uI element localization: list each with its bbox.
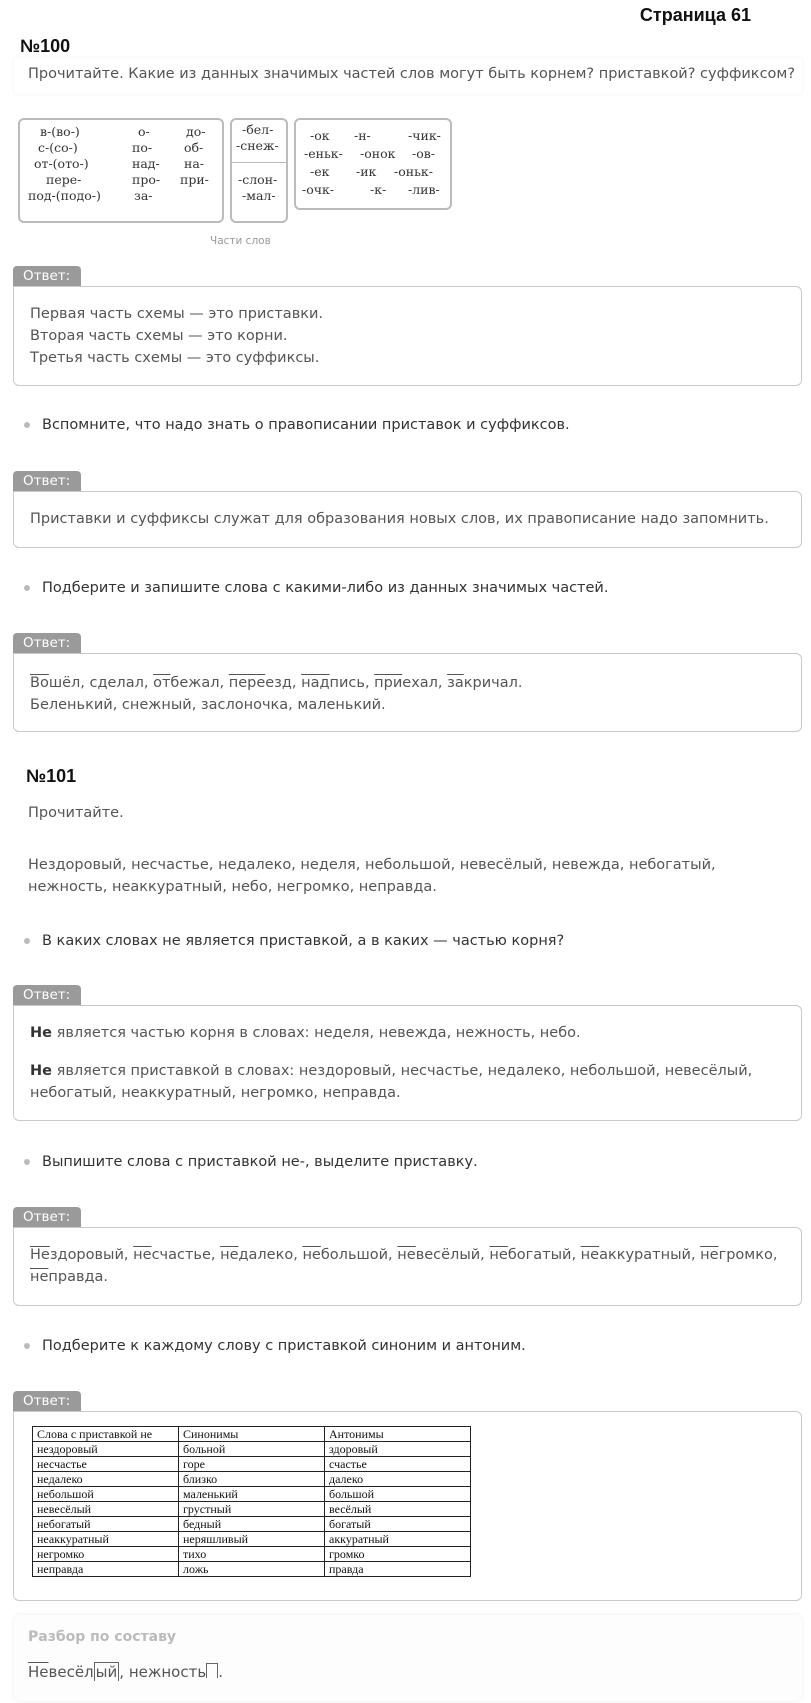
word-rest: громко,	[718, 1247, 778, 1263]
scheme-item: с-(со-)	[38, 140, 78, 155]
task-bullet	[24, 1338, 526, 1354]
word-rest: ехал,	[402, 675, 443, 691]
scheme-item: -лив-	[408, 182, 440, 197]
prefix-mark: над	[301, 675, 330, 691]
answer-line	[30, 1244, 785, 1288]
answer-word	[220, 1247, 298, 1263]
page-number: Страница 61	[639, 5, 751, 25]
bullet-text: Вспомните, что надо знать о правописании приставок и суффиксов.	[42, 417, 570, 433]
table-row	[33, 1517, 471, 1532]
prefix-mark: Не	[30, 1247, 50, 1263]
scheme-item: -мал-	[242, 188, 276, 203]
bullet-text: Подберите и запишите слова с какими-либо из данных значимых частей.	[42, 580, 609, 596]
word-rest: счастье,	[151, 1247, 216, 1263]
punctuation: .	[218, 1663, 223, 1681]
scheme-item: -ик	[356, 164, 377, 179]
table-row	[33, 1487, 471, 1502]
bold-ne: Не	[30, 1025, 52, 1041]
table-row	[33, 1442, 471, 1457]
prefix-mark: не	[302, 1247, 321, 1263]
answer-word	[133, 1247, 215, 1263]
scheme-item: над-	[132, 156, 160, 171]
answer-word	[301, 675, 369, 691]
table-header-row	[33, 1427, 471, 1442]
table-cell: неряшливый	[179, 1532, 325, 1547]
scheme-item: -бел-	[242, 122, 274, 137]
answer-word	[30, 1247, 129, 1263]
task-101-text: Нездоровый, несчастье, недалеко, неделя, небольшой, невесёлый, невежда, небогатый, нежность, неаккуратный, небо, негромко, неправда.	[28, 857, 716, 895]
prefix-mark: не	[133, 1247, 152, 1263]
answer-line: Вторая часть схемы — это корни.	[30, 328, 288, 344]
word-rest: кричал.	[463, 675, 523, 691]
scheme-item: по-	[132, 140, 153, 155]
answer-line	[30, 672, 785, 694]
punctuation: ,	[119, 1663, 125, 1681]
bullet-text: Выпишите слова с приставкой не-, выделите приставку.	[42, 1154, 478, 1170]
task-bullet	[24, 417, 570, 433]
prefix-mark: не	[397, 1247, 416, 1263]
table-cell: бедный	[179, 1517, 325, 1532]
table-cell: невесёлый	[33, 1502, 179, 1517]
prefix-mark: не	[580, 1247, 600, 1263]
word-rest: сделал,	[89, 675, 149, 691]
table-header: Антонимы	[325, 1427, 471, 1442]
table-row	[33, 1547, 471, 1562]
table-header: Синонимы	[179, 1427, 325, 1442]
scheme-item: -н-	[354, 128, 371, 143]
table-row	[33, 1502, 471, 1517]
table-cell: больной	[179, 1442, 325, 1457]
scheme-item: -оньк-	[394, 164, 433, 179]
table-cell: ложь	[179, 1562, 325, 1577]
scheme-item: -чик-	[408, 128, 441, 143]
word-rest: большой,	[320, 1247, 393, 1263]
answer-box	[13, 491, 802, 548]
table-cell: здоровый	[325, 1442, 471, 1457]
word-rest: правда.	[48, 1269, 109, 1285]
table-cell: нездоровый	[33, 1442, 179, 1457]
answer-label: Ответ:	[13, 471, 81, 491]
table-cell: богатый	[325, 1517, 471, 1532]
word-rest: аккуратный,	[599, 1247, 696, 1263]
scheme-item: за-	[134, 188, 153, 203]
table-cell: счастье	[325, 1457, 471, 1472]
scheme-item: -ов-	[412, 146, 436, 161]
scheme-item: пере-	[46, 172, 82, 187]
word-rest: езд,	[265, 675, 297, 691]
bullet-icon	[24, 585, 30, 591]
scheme-item: на-	[184, 156, 205, 171]
answer-text: является частью корня в словах: неделя, невежда, нежность, небо.	[51, 1025, 581, 1041]
table-row	[33, 1457, 471, 1472]
task-bullet	[24, 1154, 478, 1170]
suffix-mark: ость	[171, 1663, 207, 1681]
prefix-mark: Во	[30, 675, 49, 691]
table-cell: аккуратный	[325, 1532, 471, 1547]
morpheme-analysis-box	[14, 1615, 802, 1701]
morpheme-analysis-text	[28, 1663, 223, 1681]
prefix-mark: не	[30, 1269, 49, 1285]
synonym-antonym-table	[32, 1426, 471, 1577]
scheme-item: -ок	[310, 128, 330, 143]
answer-box	[13, 1411, 802, 1601]
task-bullet	[24, 580, 608, 596]
task-100-question: Прочитайте. Какие из данных значимых частей слов могут быть корнем? приставкой? суффиксом?	[28, 66, 796, 82]
scheme-item: -к-	[370, 182, 387, 197]
prefix-mark: не	[489, 1247, 508, 1263]
bullet-icon	[24, 1343, 30, 1349]
table-cell: неаккуратный	[33, 1532, 179, 1547]
scheme-item: про-	[132, 172, 161, 187]
word-rest: пись,	[329, 675, 370, 691]
answer-word	[489, 1247, 576, 1263]
answer-text: является приставкой в словах: нездоровый, несчастье, недалеко, небольшой, невесёлый, небогатый, неаккуратный, негромко, неправда.	[30, 1063, 753, 1101]
prefix-mark: Не	[28, 1663, 49, 1681]
task-101-question: Прочитайте.	[28, 805, 124, 821]
scheme-divider	[232, 162, 286, 163]
answer-line	[30, 1022, 785, 1044]
scheme-roots	[230, 118, 288, 223]
prefix-mark: при	[374, 675, 403, 691]
answer-box	[13, 653, 802, 732]
answer-word	[447, 675, 522, 691]
task-100-title: №100	[20, 36, 71, 56]
word-rest: богатый,	[507, 1247, 577, 1263]
table-cell: правда	[325, 1562, 471, 1577]
table-cell: горе	[179, 1457, 325, 1472]
answer-label: Ответ:	[13, 1391, 81, 1411]
scheme-item: под-(подо-)	[28, 188, 101, 203]
ending-mark	[206, 1663, 218, 1678]
answer-line: Первая часть схемы — это приставки.	[30, 306, 324, 322]
answer-line: Приставки и суффиксы служат для образования новых слов, их правописание надо запомнить.	[30, 511, 769, 527]
prefix-mark: за	[447, 675, 464, 691]
bullet-icon	[24, 938, 30, 944]
table-cell: далеко	[325, 1472, 471, 1487]
answer-word	[302, 1247, 392, 1263]
answer-word	[30, 675, 85, 691]
answer-label: Ответ:	[13, 1207, 81, 1227]
scheme-item: о-	[138, 124, 150, 139]
prefix-mark: пере	[228, 675, 266, 691]
answer-line: Беленький, снежный, заслоночка, маленький.	[30, 697, 386, 713]
bullet-icon	[24, 422, 30, 428]
scheme-item: об-	[184, 140, 204, 155]
answer-word	[397, 1247, 485, 1263]
scheme-item: до-	[186, 124, 206, 139]
root-mark: нежн	[128, 1663, 172, 1681]
answer-word	[30, 1269, 108, 1285]
answer-label: Ответ:	[13, 633, 81, 653]
scheme-prefixes	[18, 118, 224, 223]
word-rest: шёл,	[48, 675, 85, 691]
table-cell: близко	[179, 1472, 325, 1487]
table-cell: тихо	[179, 1547, 325, 1562]
table-row	[33, 1532, 471, 1547]
bullet-text: Подберите к каждому слову с приставкой синоним и антоним.	[42, 1338, 526, 1354]
table-cell: весёлый	[325, 1502, 471, 1517]
table-row	[33, 1562, 471, 1577]
answer-box	[13, 286, 802, 386]
answer-word	[374, 675, 442, 691]
answer-word	[90, 675, 149, 691]
scheme-item: -ек	[310, 164, 330, 179]
answer-box	[13, 1005, 802, 1121]
table-header: Слова с приставкой не	[33, 1427, 179, 1442]
table-cell: маленький	[179, 1487, 325, 1502]
answer-box	[13, 1227, 802, 1306]
scheme-item: -очк-	[302, 182, 335, 197]
bold-ne: Не	[30, 1063, 52, 1079]
bullet-text: В каких словах не является приставкой, а в каких — частью корня?	[42, 933, 565, 949]
answer-word	[229, 675, 297, 691]
table-cell: большой	[325, 1487, 471, 1502]
answer-line: Третья часть схемы — это суффиксы.	[30, 350, 320, 366]
scheme-item: от-(ото-)	[34, 156, 89, 171]
bullet-icon	[24, 1159, 30, 1165]
scheme-item: -снеж-	[236, 138, 279, 153]
scheme-item: в-(во-)	[40, 124, 80, 139]
ending-mark: ый	[95, 1663, 118, 1681]
table-row	[33, 1472, 471, 1487]
table-cell: небольшой	[33, 1487, 179, 1502]
answer-word	[581, 1247, 696, 1263]
word-rest: весёлый,	[415, 1247, 485, 1263]
answer-word	[700, 1247, 777, 1263]
answer-word	[153, 675, 224, 691]
scheme-item: -слон-	[238, 172, 278, 187]
table-cell: грустный	[179, 1502, 325, 1517]
table-cell: неправда	[33, 1562, 179, 1577]
table-cell: недалеко	[33, 1472, 179, 1487]
task-bullet	[24, 933, 564, 949]
word-rest: далеко,	[238, 1247, 298, 1263]
scheme-suffixes	[294, 118, 452, 210]
answer-label: Ответ:	[13, 266, 81, 286]
table-cell: небогатый	[33, 1517, 179, 1532]
table-cell: несчастье	[33, 1457, 179, 1472]
scheme-item: при-	[180, 172, 209, 187]
root-mark: весёл	[48, 1663, 94, 1681]
answer-label: Ответ:	[13, 985, 81, 1005]
morpheme-analysis-title: Разбор по составу	[28, 1629, 177, 1645]
scheme-caption: Части слов	[210, 235, 271, 247]
scheme-item: -онок	[360, 146, 396, 161]
table-cell: громко	[325, 1547, 471, 1562]
scheme-item: -еньк-	[304, 146, 343, 161]
answer-line	[30, 1060, 785, 1104]
word-rest: здоровый,	[49, 1247, 129, 1263]
prefix-mark: от	[153, 675, 171, 691]
morpheme-scheme-image	[14, 118, 460, 228]
task-101-title: №101	[26, 766, 77, 786]
prefix-mark: не	[700, 1247, 719, 1263]
word-rest: бежал,	[170, 675, 225, 691]
table-cell: негромко	[33, 1547, 179, 1562]
prefix-mark: не	[220, 1247, 239, 1263]
